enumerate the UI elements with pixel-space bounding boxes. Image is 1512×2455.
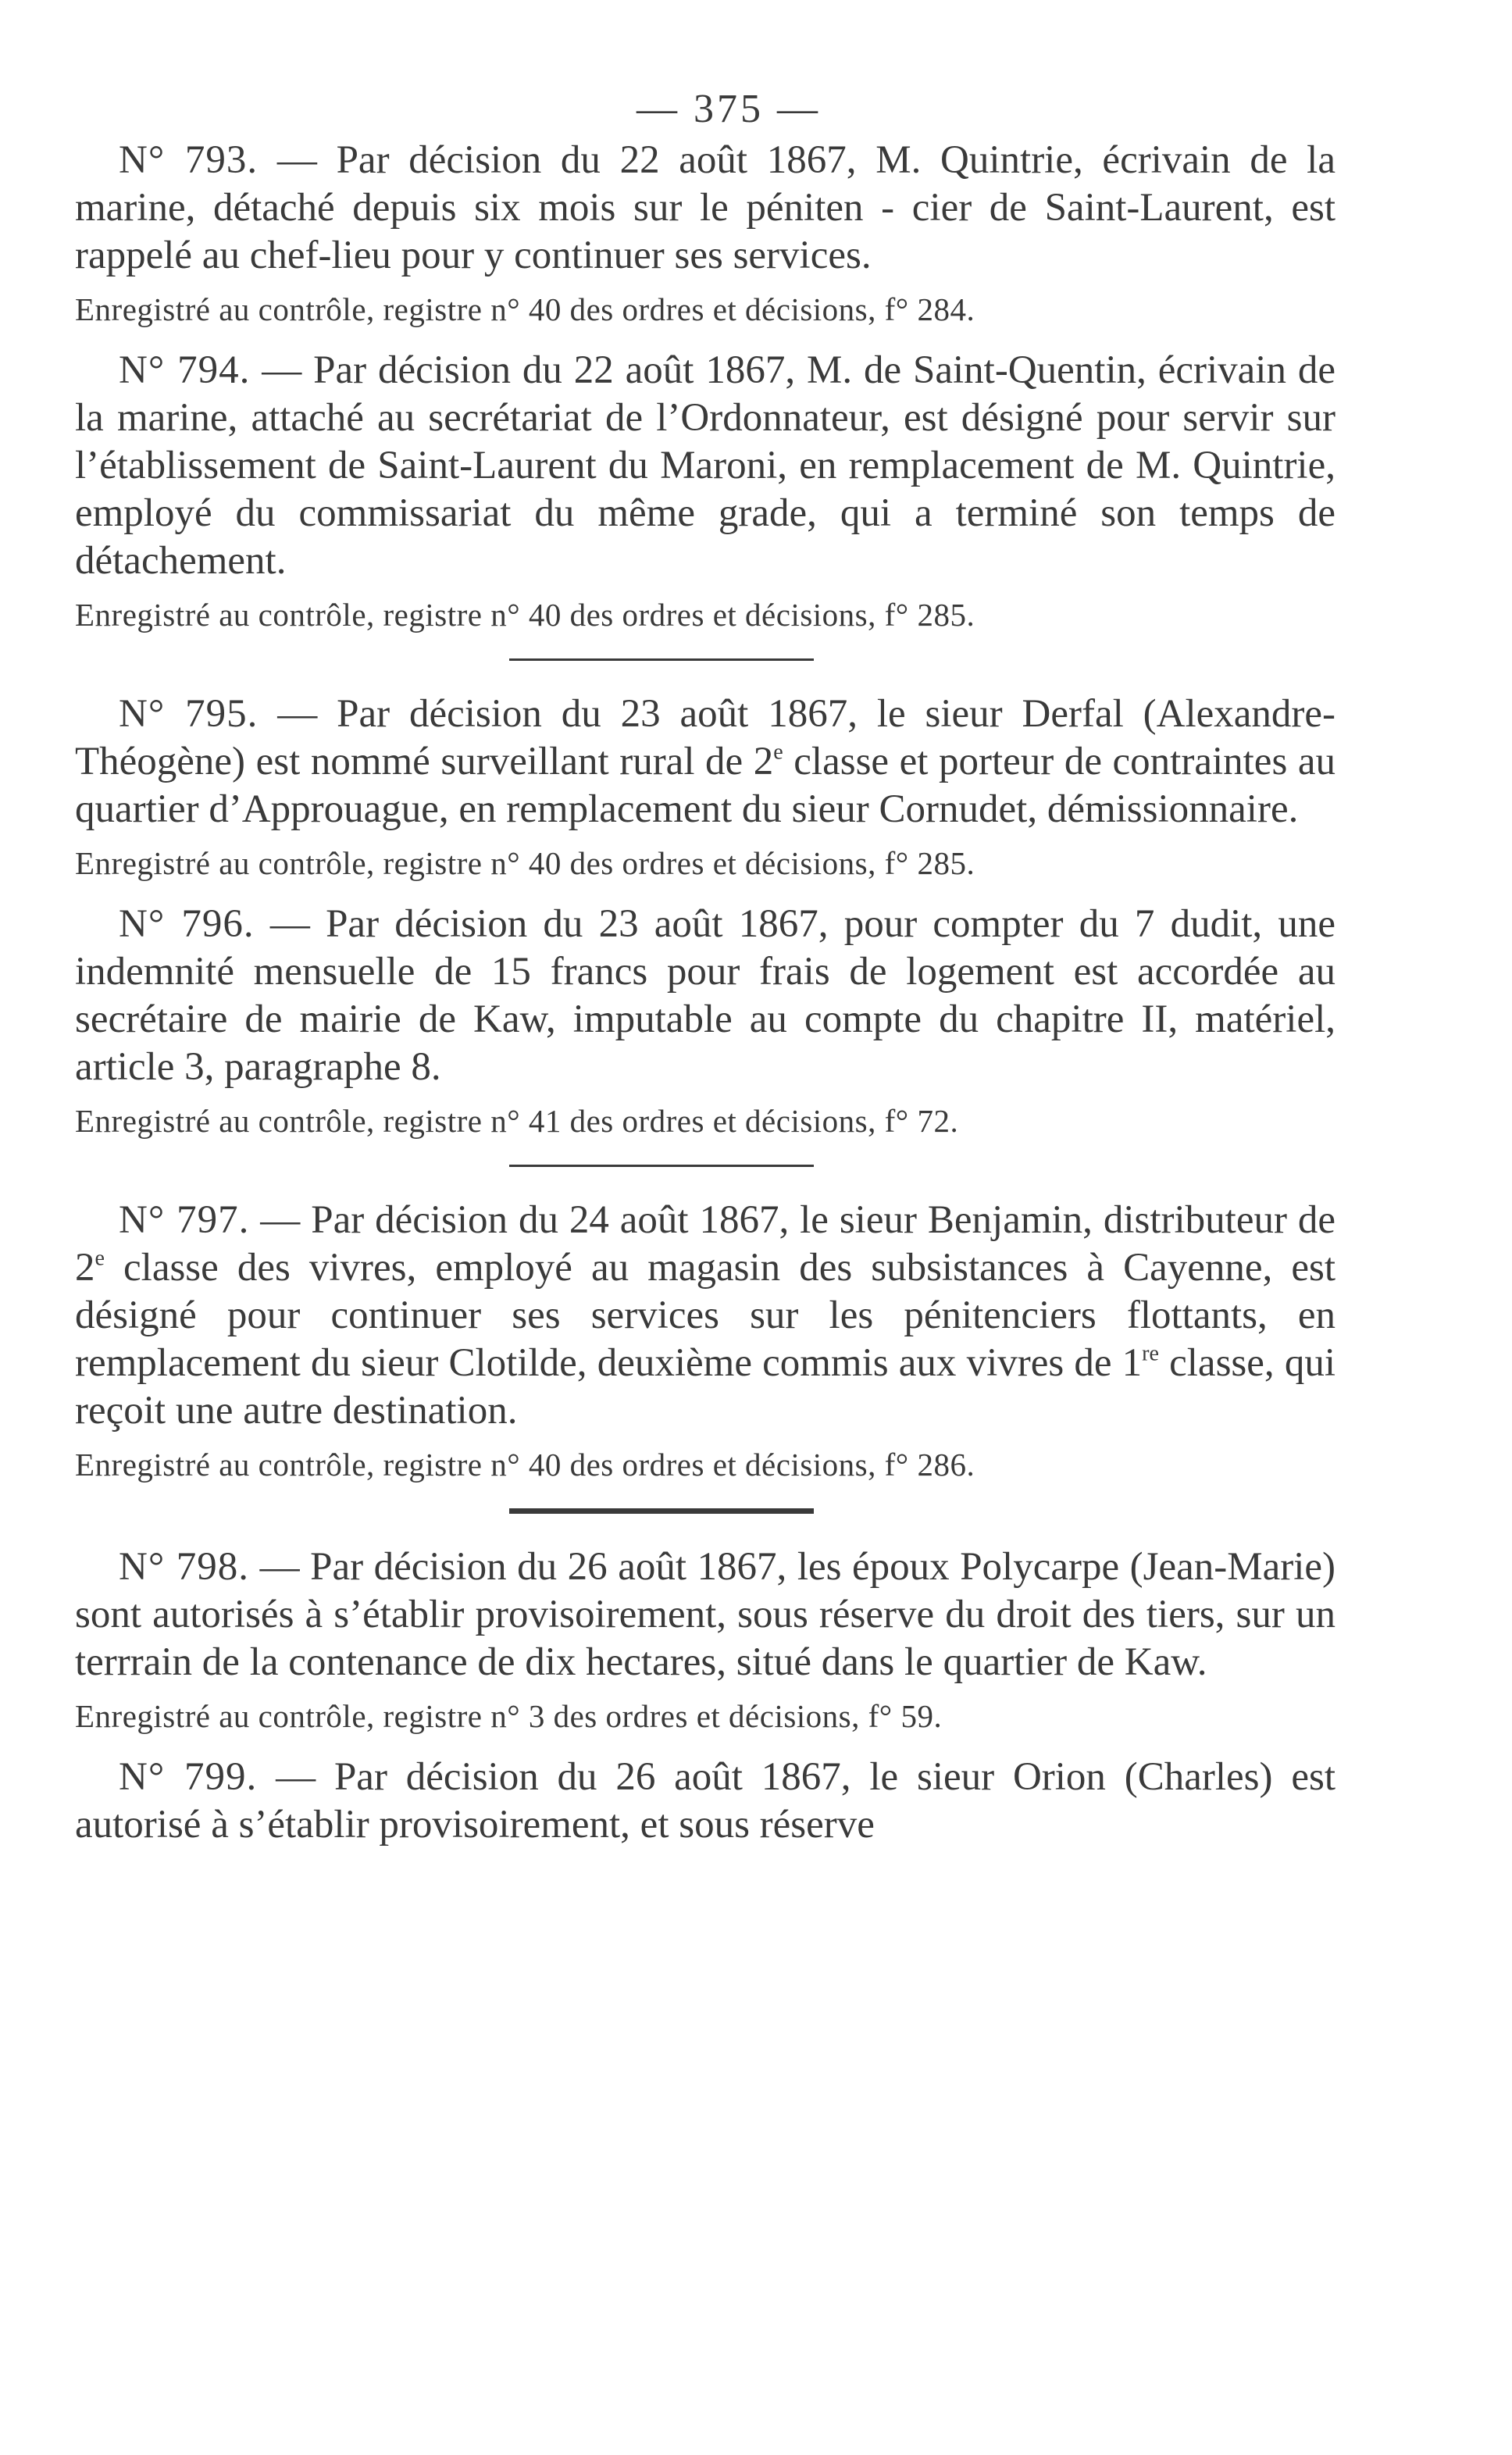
entry-number: N° 793. bbox=[119, 138, 259, 182]
entry-number: N° 798. bbox=[119, 1545, 250, 1589]
entry-body: — Par décision du 23 août 1867, pour compter du 7 dudit, une indemnité mensuelle de 15 francs pour frais de logement est accordée au secrétaire de mairie de Kaw, imputable au compte du chapitre II, matériel, article 3, paragraphe 8. bbox=[75, 902, 1335, 1089]
entry-number: N° 797. bbox=[119, 1198, 250, 1242]
entry-body: — Par décision du 26 août 1867, les époux Polycarpe (Jean-Marie) sont autorisés à s’établir provisoirement, sous réserve du droit des tiers, sur un terrrain de la contenance de dix hectares, situé dans le quartier de Kaw. bbox=[75, 1545, 1335, 1684]
entry-body: — Par décision du 22 août 1867, M. Quintrie, écrivain de la marine, détaché depuis six mois sur le péniten - cier de Saint-Laurent, est rappelé au chef-lieu pour y continuer ses services. bbox=[75, 138, 1335, 277]
entry-number: N° 794. bbox=[119, 348, 251, 392]
entry-794 bbox=[75, 347, 1335, 635]
entry-number: N° 795. bbox=[119, 692, 259, 736]
entry-793 bbox=[75, 137, 1335, 330]
entry-body: — Par décision du 23 août 1867, le sieur Derfal (Alexandre-Théogène) est nommé surveillant rural de 2e classe et porteur de contraintes au quartier d’Approuague, en remplacement du sieur Cornudet, démissionnaire. bbox=[75, 692, 1335, 831]
separator-rule bbox=[509, 1165, 814, 1167]
registration-note: Enregistré au contrôle, registre n° 40 des ordres et décisions, f° 286. bbox=[75, 1447, 975, 1483]
entry-799 bbox=[75, 1754, 1335, 1849]
registration-note: Enregistré au contrôle, registre n° 41 des ordres et décisions, f° 72. bbox=[75, 1103, 959, 1139]
entry-795 bbox=[75, 690, 1335, 883]
entry-798 bbox=[75, 1543, 1335, 1736]
entry-number: N° 799. bbox=[119, 1755, 258, 1799]
entry-number: N° 796. bbox=[119, 902, 255, 946]
entry-body: — Par décision du 26 août 1867, le sieur Orion (Charles) est autorisé à s’établir provisoirement, et sous réserve bbox=[75, 1755, 1335, 1847]
separator-rule bbox=[509, 1508, 814, 1514]
ordinal-suffix: e bbox=[94, 1246, 105, 1271]
registration-note: Enregistré au contrôle, registre n° 40 des ordres et décisions, f° 284. bbox=[75, 291, 975, 327]
registration-note: Enregistré au contrôle, registre n° 40 des ordres et décisions, f° 285. bbox=[75, 597, 975, 633]
separator-rule bbox=[509, 658, 814, 661]
page-number: — 375 — bbox=[637, 87, 821, 131]
entry-body: — Par décision du 24 août 1867, le sieur Benjamin, distributeur de 2e classe des vivres, employé au magasin des subsistances à Cayenne, est désigné pour continuer ses services sur les pénitenciers flottants, en remplacement du sieur Clotilde, deuxième commis aux vivres de 1re classe, qui reçoit une autre destination. bbox=[75, 1198, 1335, 1433]
registration-note: Enregistré au contrôle, registre n° 3 des ordres et décisions, f° 59. bbox=[75, 1698, 943, 1734]
entry-796 bbox=[75, 901, 1335, 1141]
registration-note: Enregistré au contrôle, registre n° 40 des ordres et décisions, f° 285. bbox=[75, 845, 975, 881]
ordinal-suffix: e bbox=[773, 740, 783, 765]
entry-body: — Par décision du 22 août 1867, M. de Saint-Quentin, écrivain de la marine, attaché au secrétariat de l’Ordonnateur, est désigné pour servir sur l’établissement de Saint-Laurent du Maroni, en remplacement de M. Quintrie, employé du commissariat du même grade, qui a terminé son temps de détachement. bbox=[75, 348, 1335, 583]
entry-797 bbox=[75, 1197, 1335, 1485]
ordinal-suffix: re bbox=[1142, 1341, 1159, 1366]
